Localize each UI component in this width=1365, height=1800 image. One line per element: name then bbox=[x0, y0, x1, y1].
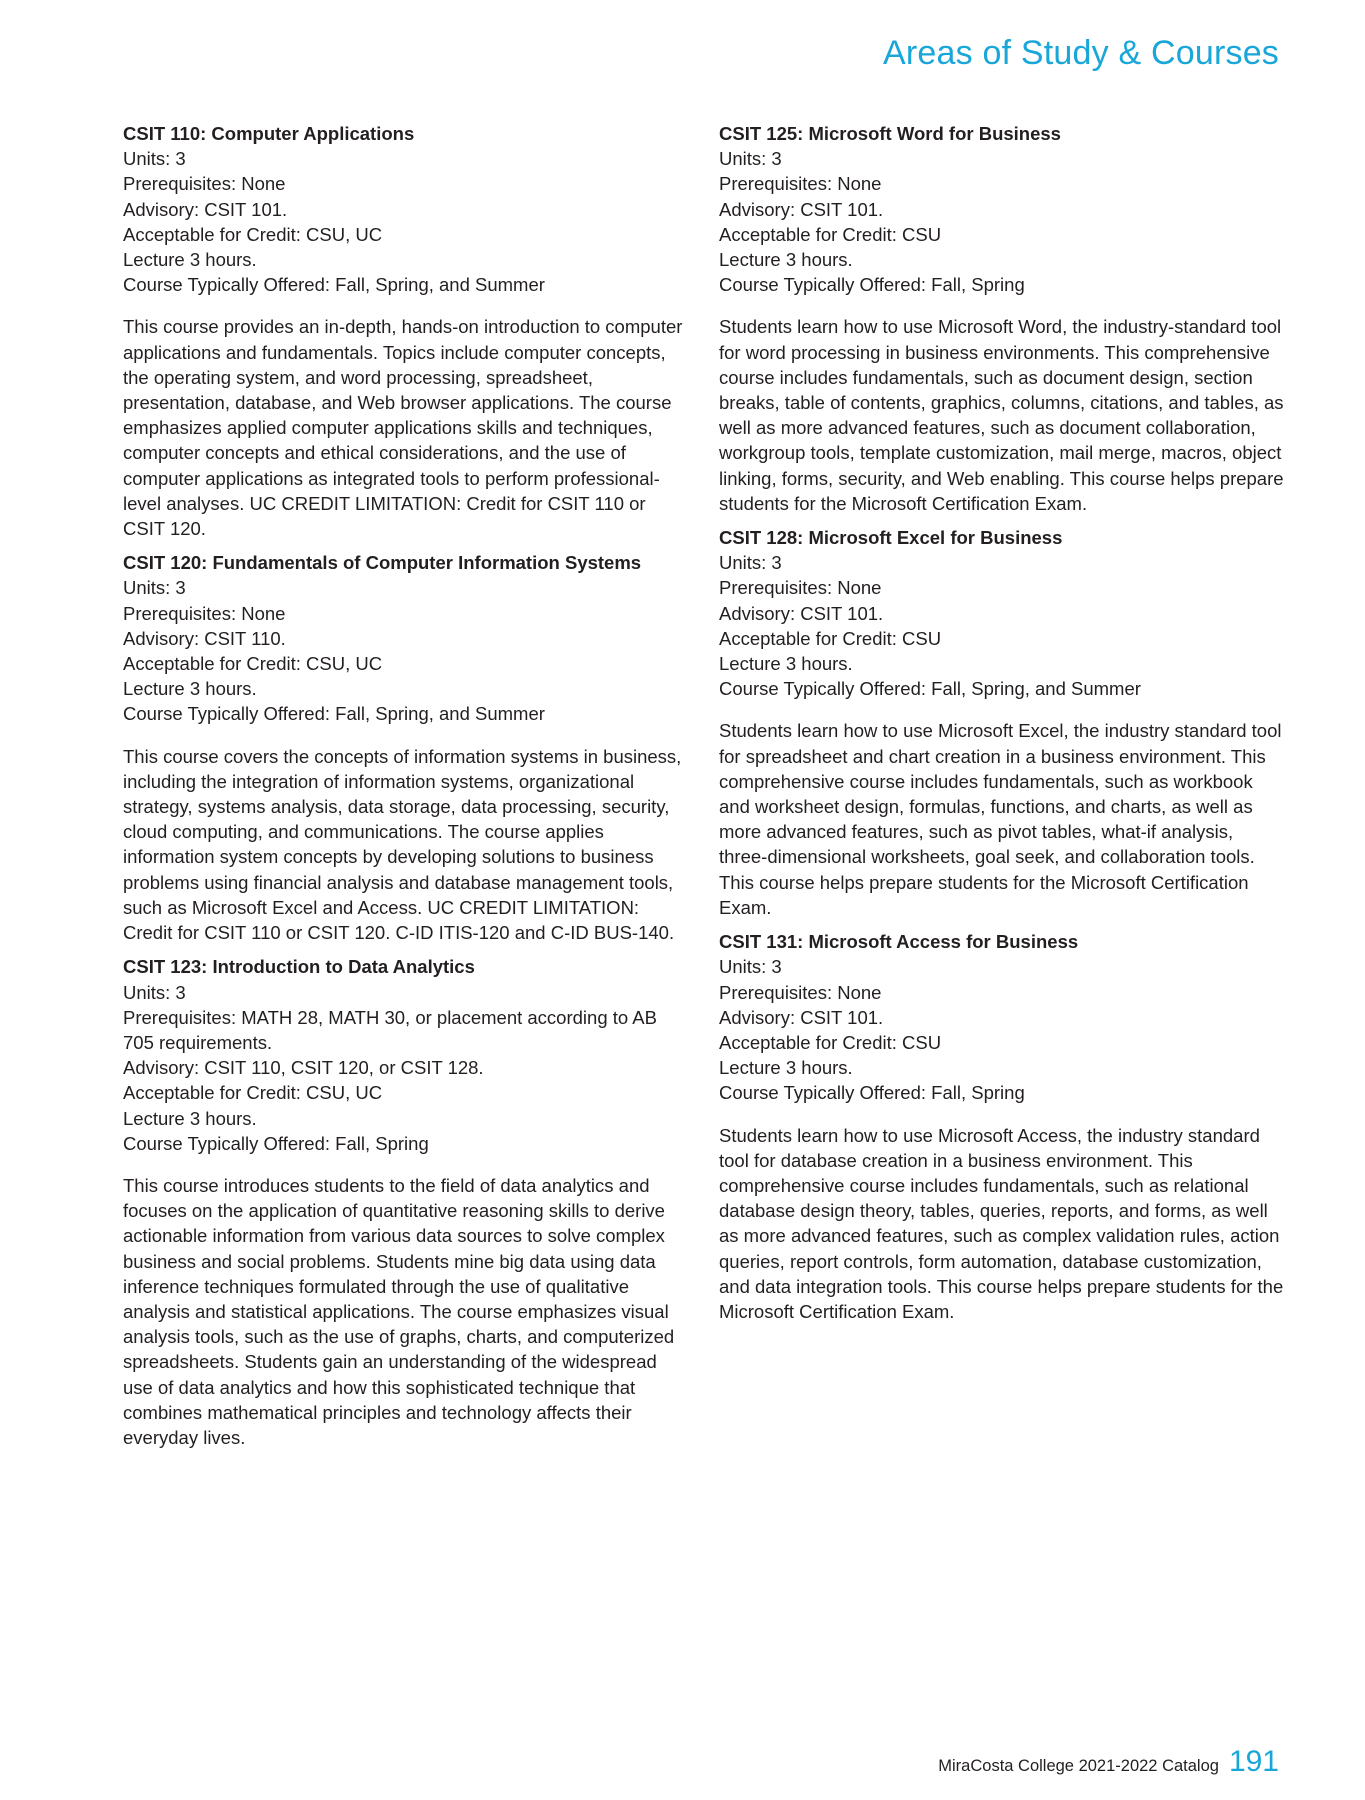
course-title: CSIT 123: Introduction to Data Analytics bbox=[123, 956, 475, 978]
course-offered: Course Typically Offered: Fall, Spring, and Summer bbox=[123, 274, 545, 296]
course-offered: Course Typically Offered: Fall, Spring bbox=[719, 1082, 1025, 1104]
course-prerequisites: Prerequisites: None bbox=[719, 981, 882, 1003]
left-column bbox=[123, 121, 688, 1459]
course-offered: Course Typically Offered: Fall, Spring, and Summer bbox=[123, 703, 545, 725]
page-section-title: Areas of Study & Courses bbox=[883, 34, 1279, 72]
course-description: This course introduces students to the field of data analytics and focuses on the application of quantitative reasoning skills to derive actionable information from various data sources to solve complex business and social problems. Students mine big data using data inference techniques formulated through the use of qualitative analysis and statistical applications. The course emphasizes visual analysis tools, such as the use of graphs, charts, and computerized spreadsheets. Students gain an understanding of the widespread use of data analytics and how this sophisticated technique that combines mathematical principles and technology affects their everyday lives. bbox=[123, 1174, 675, 1448]
course-description: Students learn how to use Microsoft Access, the industry standard tool for database creation in a business environment. This comprehensive course includes fundamentals, such as relational database design theory, tables, queries, reports, and forms, as well as more advanced features, such as complex validation rules, action queries, report controls, form automation, database customization, and data integration tools. This course helps prepare students for the Microsoft Certification Exam. bbox=[719, 1124, 1284, 1322]
course-description: This course provides an in-depth, hands-on introduction to computer applications and fundamentals. Topics include computer concepts, the operating system, and word processing, spreadsheet, presentation, database, and Web browser applications. The course emphasizes applied computer applications skills and techniques, computer concepts and ethical considerations, and the use of computer applications as integrated tools to perform professional-level analyses. UC CREDIT LIMITATION: Credit for CSIT 110 or CSIT 120. bbox=[123, 316, 683, 540]
course-prerequisites: Prerequisites: None bbox=[719, 577, 882, 599]
course-lecture: Lecture 3 hours. bbox=[719, 249, 853, 271]
course-advisory: Advisory: CSIT 101. bbox=[719, 602, 884, 624]
course-title: CSIT 120: Fundamentals of Computer Information Systems bbox=[123, 552, 642, 574]
course-offered: Course Typically Offered: Fall, Spring bbox=[719, 274, 1025, 296]
course-offered: Course Typically Offered: Fall, Spring bbox=[123, 1132, 429, 1154]
course-csit-120 bbox=[123, 550, 688, 945]
course-advisory: Advisory: CSIT 101. bbox=[719, 1006, 884, 1028]
course-units: Units: 3 bbox=[123, 577, 186, 599]
course-lecture: Lecture 3 hours. bbox=[719, 653, 853, 675]
course-csit-128 bbox=[719, 525, 1284, 920]
course-csit-123 bbox=[123, 954, 688, 1450]
page-number: 191 bbox=[1228, 1745, 1279, 1778]
course-title: CSIT 128: Microsoft Excel for Business bbox=[719, 527, 1063, 549]
course-prerequisites: Prerequisites: MATH 28, MATH 30, or placement according to AB 705 requirements. bbox=[123, 1006, 657, 1053]
course-lecture: Lecture 3 hours. bbox=[123, 249, 257, 271]
course-advisory: Advisory: CSIT 110, CSIT 120, or CSIT 128. bbox=[123, 1057, 484, 1079]
course-credit: Acceptable for Credit: CSU bbox=[719, 1031, 942, 1053]
course-description: Students learn how to use Microsoft Excel, the industry standard tool for spreadsheet and chart creation in a business environment. This comprehensive course includes fundamentals, such as workbook and worksheet design, formulas, functions, and charts, as well as more advanced features, such as pivot tables, what-if analysis, three-dimensional worksheets, goal seek, and collaboration tools. This course helps prepare students for the Microsoft Certification Exam. bbox=[719, 720, 1282, 918]
course-description: Students learn how to use Microsoft Word, the industry-standard tool for word processing in business environments. This comprehensive course includes fundamentals, such as document design, section breaks, table of contents, graphics, columns, citations, and tables, as well as more advanced features, such as document collaboration, workgroup tools, template customization, mail merge, macros, object linking, forms, security, and Web enabling. This course helps prepare students for the Microsoft Certification Exam. bbox=[719, 316, 1284, 514]
course-credit: Acceptable for Credit: CSU, UC bbox=[123, 653, 383, 675]
course-lecture: Lecture 3 hours. bbox=[123, 678, 257, 700]
course-units: Units: 3 bbox=[719, 552, 782, 574]
course-prerequisites: Prerequisites: None bbox=[123, 173, 286, 195]
course-title: CSIT 110: Computer Applications bbox=[123, 123, 415, 144]
course-units: Units: 3 bbox=[123, 981, 186, 1003]
course-credit: Acceptable for Credit: CSU bbox=[719, 223, 942, 245]
course-prerequisites: Prerequisites: None bbox=[719, 173, 882, 195]
course-prerequisites: Prerequisites: None bbox=[123, 602, 286, 624]
course-lecture: Lecture 3 hours. bbox=[123, 1107, 257, 1129]
page-footer bbox=[938, 1745, 1279, 1779]
course-units: Units: 3 bbox=[719, 148, 782, 170]
course-description: This course covers the concepts of information systems in business, including the integration of information systems, organizational strategy, systems analysis, data storage, data processing, security, cloud computing, and communications. The course applies information system concepts by developing solutions to business problems using financial analysis and database management tools, such as Microsoft Excel and Access. UC CREDIT LIMITATION: Credit for CSIT 110 or CSIT 120. C-ID ITIS-120 and C-ID BUS-140. bbox=[123, 745, 682, 944]
course-advisory: Advisory: CSIT 101. bbox=[719, 198, 884, 220]
right-column bbox=[719, 121, 1284, 1333]
course-credit: Acceptable for Credit: CSU, UC bbox=[123, 223, 383, 245]
course-units: Units: 3 bbox=[123, 148, 186, 170]
course-offered: Course Typically Offered: Fall, Spring, and Summer bbox=[719, 678, 1141, 700]
course-credit: Acceptable for Credit: CSU bbox=[719, 627, 942, 649]
course-lecture: Lecture 3 hours. bbox=[719, 1057, 853, 1079]
course-advisory: Advisory: CSIT 110. bbox=[123, 627, 286, 649]
course-advisory: Advisory: CSIT 101. bbox=[123, 198, 288, 220]
course-title: CSIT 125: Microsoft Word for Business bbox=[719, 123, 1061, 144]
catalog-name: MiraCosta College 2021-2022 Catalog bbox=[938, 1757, 1219, 1775]
course-credit: Acceptable for Credit: CSU, UC bbox=[123, 1082, 383, 1104]
course-units: Units: 3 bbox=[719, 956, 782, 978]
course-title: CSIT 131: Microsoft Access for Business bbox=[719, 931, 1079, 953]
course-csit-131 bbox=[719, 929, 1284, 1324]
course-csit-110 bbox=[123, 121, 688, 541]
course-csit-125 bbox=[719, 121, 1284, 516]
